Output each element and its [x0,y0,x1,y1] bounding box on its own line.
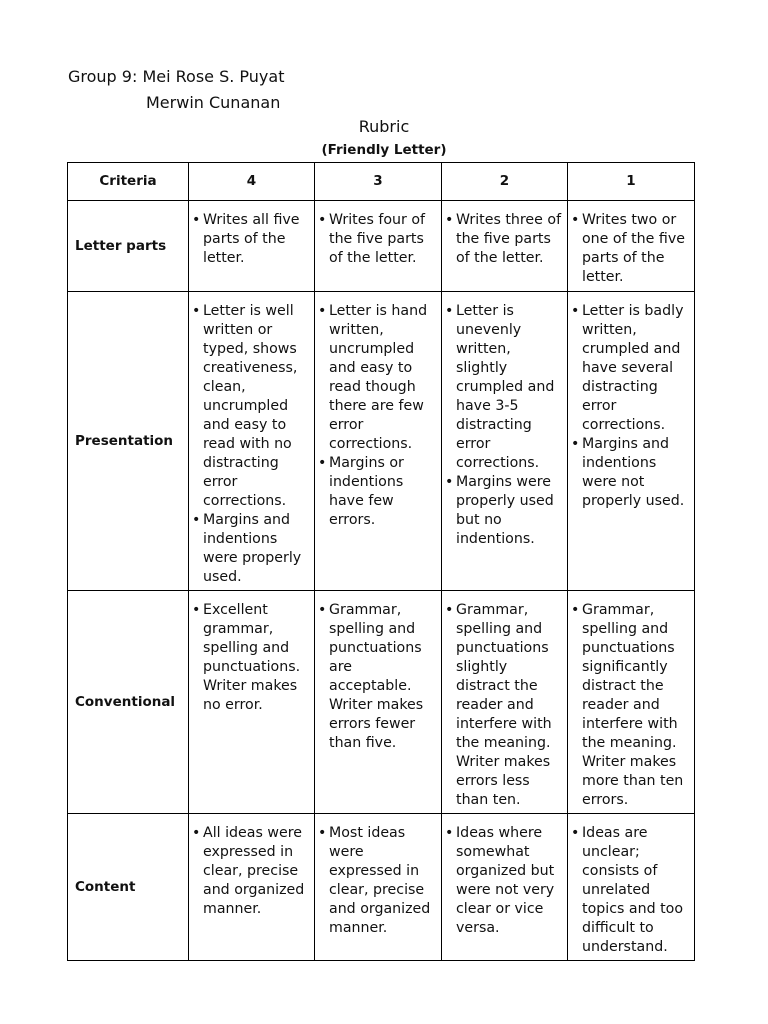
bullet-text: Letter is badly written, crumpled and have several distracting error corrections. [582,303,684,433]
bullet-icon: • [318,602,327,618]
score-cell [568,201,695,292]
bullet-icon: • [571,436,580,452]
bullet-icon: • [571,602,580,618]
header-score-3: 3 [315,163,442,201]
bullet-item [318,601,438,753]
criteria-cell: Content [68,814,189,961]
score-cell [189,201,315,292]
bullet-item [571,435,691,511]
bullet-text: Most ideas were expressed in clear, precise and organized manner. [329,825,431,936]
bullet-icon: • [571,825,580,841]
bullet-item [571,302,691,435]
bullet-text: Grammar, spelling and punctuations significantly distract the reader and interfere with the meaning. Writer makes more than ten errors. [582,602,684,808]
score-cell [568,292,695,591]
score-cell [189,591,315,814]
bullet-item [445,824,564,938]
member-line: Merwin Cunanan [146,93,281,112]
bullet-text: Letter is well written or typed, shows creativeness, clean, uncrumpled and easy to read with no distracting error corrections. [203,303,298,509]
score-cell [315,591,442,814]
bullet-text: Ideas are unclear; consists of unrelated topics and too difficult to understand. [582,825,684,955]
score-cell [568,814,695,961]
rubric-table [67,162,695,961]
bullet-item [192,211,311,268]
bullet-text: Margins or indentions have few errors. [329,455,404,528]
score-cell [189,814,315,961]
group-line: Group 9: Mei Rose S. Puyat [68,67,285,86]
bullet-icon: • [571,303,580,319]
bullet-icon: • [318,303,327,319]
bullet-text: Letter is unevenly written, slightly crumpled and have 3-5 distracting error corrections. [456,303,555,471]
bullet-item [571,824,691,957]
table-row [68,201,695,292]
bullet-icon: • [445,303,454,319]
bullet-item [192,302,311,511]
bullet-text: Grammar, spelling and punctuations are acceptable. Writer makes errors fewer than five. [329,602,424,751]
bullet-text: Letter is hand written, uncrumpled and easy to read though there are few error corrections. [329,303,428,452]
bullet-text: Writes three of the five parts of the letter. [456,212,562,266]
bullet-item [192,824,311,919]
table-row [68,591,695,814]
bullet-text: Grammar, spelling and punctuations slightly distract the reader and interfere with the meaning. Writer makes errors less than ten. [456,602,552,808]
bullet-item [445,601,564,810]
bullet-item [445,302,564,473]
bullet-icon: • [192,303,201,319]
score-cell [442,201,568,292]
bullet-icon: • [192,212,201,228]
header-row [68,163,695,201]
bullet-icon: • [192,512,201,528]
bullet-icon: • [318,212,327,228]
score-cell [442,591,568,814]
score-cell [315,201,442,292]
bullet-item [192,601,311,715]
bullet-icon: • [318,455,327,471]
header-criteria: Criteria [68,163,189,201]
document-subtitle: (Friendly Letter) [321,142,447,158]
bullet-item [318,824,438,938]
document-title: Rubric [358,117,410,136]
bullet-icon: • [192,825,201,841]
table-row [68,292,695,591]
table-row [68,814,695,961]
bullet-icon: • [192,602,201,618]
header-score-1: 1 [568,163,695,201]
bullet-text: All ideas were expressed in clear, precise and organized manner. [203,825,305,917]
bullet-icon: • [445,212,454,228]
score-cell [315,292,442,591]
bullet-item [192,511,311,587]
score-cell [442,292,568,591]
criteria-cell: Conventional [68,591,189,814]
bullet-text: Margins and indentions were not properly used. [582,436,685,509]
criteria-cell: Presentation [68,292,189,591]
bullet-item [571,601,691,810]
bullet-text: Writes two or one of the five parts of the letter. [582,212,685,285]
score-cell [189,292,315,591]
bullet-icon: • [445,474,454,490]
bullet-icon: • [571,212,580,228]
header-score-2: 2 [442,163,568,201]
bullet-text: Excellent grammar, spelling and punctuations. Writer makes no error. [203,602,301,713]
bullet-text: Margins and indentions were properly used. [203,512,302,585]
bullet-text: Ideas where somewhat organized but were not very clear or vice versa. [456,825,555,936]
bullet-item [318,211,438,268]
bullet-icon: • [318,825,327,841]
bullet-icon: • [445,602,454,618]
bullet-item [445,211,564,268]
bullet-item [318,302,438,454]
bullet-item [318,454,438,530]
bullet-item [445,473,564,549]
score-cell [442,814,568,961]
criteria-cell: Letter parts [68,201,189,292]
bullet-text: Writes all five parts of the letter. [203,212,300,266]
document-header [68,64,284,116]
bullet-text: Margins were properly used but no indentions. [456,474,554,547]
bullet-icon: • [445,825,454,841]
score-cell [568,591,695,814]
bullet-item [571,211,691,287]
score-cell [315,814,442,961]
header-score-4: 4 [189,163,315,201]
bullet-text: Writes four of the five parts of the letter. [329,212,426,266]
